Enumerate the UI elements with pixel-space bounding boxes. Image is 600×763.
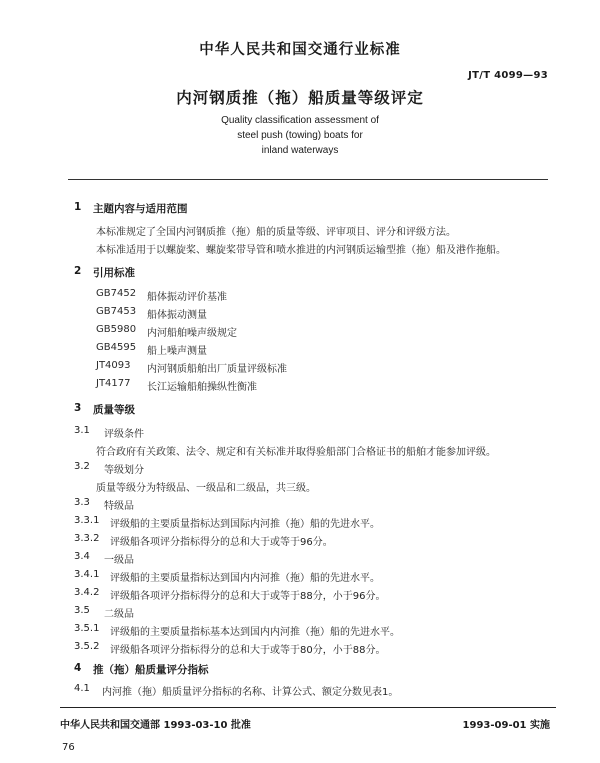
clause-number: 3.5.1: [74, 623, 100, 634]
clause-text: 等级划分: [104, 465, 144, 476]
reference-title: 船体振动测量: [147, 310, 207, 321]
section-1-number: 1: [74, 201, 82, 213]
section-1-paragraph: 本标准规定了全国内河钢质推（拖）船的质量等级、评审项目、评分和评级方法。: [96, 227, 456, 238]
clause-text: 一级品: [104, 555, 134, 566]
clause-number: 3.2: [74, 461, 90, 472]
document-title: 内河钢质推（拖）船质量等级评定: [176, 89, 424, 107]
section-1-paragraph: 本标准适用于以螺旋桨、螺旋桨带导管和喷水推进的内河钢质运输型推（拖）船及港作拖船。: [96, 245, 506, 256]
clause-number: 3.3.1: [74, 515, 100, 526]
clause-text: 特级品: [104, 501, 134, 512]
clause-text: 评级船的主要质量指标达到国际内河推（拖）船的先进水平。: [110, 519, 380, 530]
clause-text: 二级品: [104, 609, 134, 620]
clause-number: 3.4.2: [74, 587, 100, 598]
section-4-title: 推（拖）船质量评分指标: [93, 664, 209, 676]
clause-text: 评级船各项评分指标得分的总和大于或等于88分，小于96分。: [110, 591, 386, 602]
section-4-number: 4: [74, 662, 82, 674]
reference-code: GB7453: [96, 306, 137, 317]
reference-title: 船上噪声测量: [147, 346, 207, 357]
page-number: 76: [62, 742, 75, 753]
reference-code: JT4177: [96, 378, 131, 389]
clause-number: 3.3: [74, 497, 90, 508]
footer-divider: [60, 707, 556, 708]
clause-text: 内河推（拖）船质量评分指标的名称、计算公式、额定分数见表1。: [102, 687, 399, 698]
clause-text: 评级船各项评分指标得分的总和大于或等于80分，小于88分。: [110, 645, 386, 656]
section-2-title: 引用标准: [93, 267, 135, 279]
clause-number: 4.1: [74, 683, 90, 694]
clause-text: 评级条件: [104, 429, 144, 440]
reference-code: GB5980: [96, 324, 137, 335]
standard-number: JT/T 4099—93: [468, 70, 548, 81]
reference-code: GB4595: [96, 342, 137, 353]
header-divider: [68, 179, 548, 180]
clause-text: 评级船的主要质量指标达到国内内河推（拖）船的先进水平。: [110, 573, 380, 584]
clause-number: 3.4: [74, 551, 90, 562]
reference-title: 船体振动评价基准: [147, 292, 227, 303]
clause-text: 评级船各项评分指标得分的总和大于或等于96分。: [110, 537, 333, 548]
clause-number: 3.4.1: [74, 569, 100, 580]
clause-text: 评级船的主要质量指标基本达到国内内河推（拖）船的先进水平。: [110, 627, 400, 638]
standard-category-title: 中华人民共和国交通行业标准: [199, 42, 401, 58]
reference-code: GB7452: [96, 288, 137, 299]
clause-text: 质量等级分为特级品、一级品和二级品，共三级。: [96, 483, 316, 494]
reference-code: JT4093: [96, 360, 131, 371]
section-2-number: 2: [74, 265, 82, 277]
implementation-date: 1993-09-01 实施: [462, 720, 550, 731]
english-title-line-3: inland waterways: [261, 145, 339, 156]
english-title-line-1: Quality classification assessment of: [221, 115, 379, 126]
clause-text: 符合政府有关政策、法令、规定和有关标准并取得验船部门合格证书的船舶才能参加评级。: [96, 447, 496, 458]
section-3-title: 质量等级: [93, 404, 135, 416]
english-title-line-2: steel push (towing) boats for: [237, 130, 363, 141]
clause-number: 3.5: [74, 605, 90, 616]
reference-title: 内河船舶噪声级规定: [147, 328, 237, 339]
approval-line: 中华人民共和国交通部 1993-03-10 批准: [60, 720, 251, 731]
section-1-title: 主题内容与适用范围: [93, 203, 188, 215]
section-3-number: 3: [74, 402, 82, 414]
clause-number: 3.3.2: [74, 533, 100, 544]
clause-number: 3.1: [74, 425, 90, 436]
reference-title: 内河钢质船舶出厂质量评级标准: [147, 364, 287, 375]
reference-title: 长江运输船舶操纵性衡准: [147, 382, 257, 393]
clause-number: 3.5.2: [74, 641, 100, 652]
